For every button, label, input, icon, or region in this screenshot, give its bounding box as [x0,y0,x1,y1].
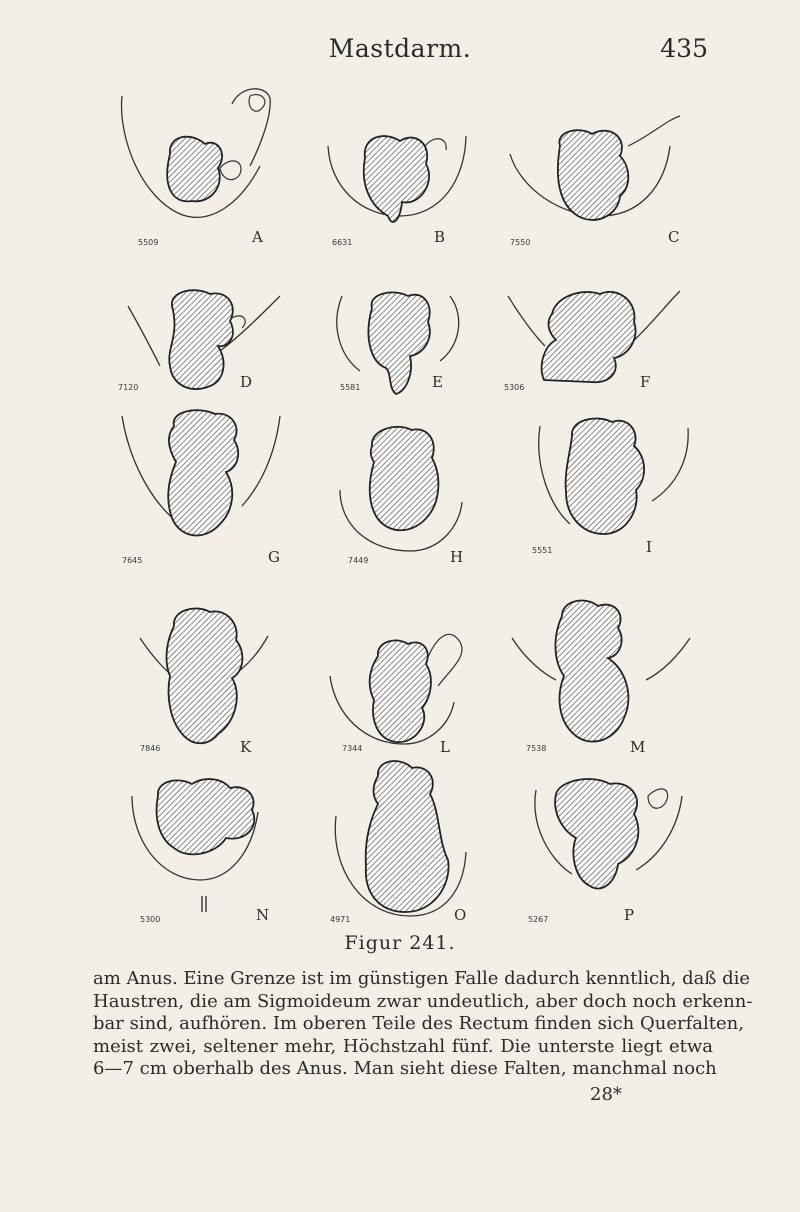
panel-letter: B [434,228,446,246]
panel-n [100,756,300,927]
panel-number: 7550 [510,238,531,247]
panel-h [300,406,500,577]
text-line: bar sind, aufhören. Im oberen Teile des Rectum finden sich Querfalten, [93,1013,744,1035]
panel-a [100,76,300,247]
panel-number: 5551 [532,546,553,555]
panel-number: 4971 [330,915,351,924]
panel-letter: I [646,538,652,556]
panel-letter: N [256,906,270,924]
panel-l [300,596,500,767]
figure-241 [100,76,700,932]
panel-number: 7645 [122,556,143,565]
text-line: am Anus. Eine Grenze ist im günstigen Falle dadurch kenntlich, daß die [93,968,751,989]
rectum-cast-i [500,406,700,577]
figure-caption: Figur 241. [344,932,456,954]
panel-letter: C [668,228,680,246]
panel-letter: G [268,548,280,566]
panel-k [100,596,300,767]
panel-letter: P [624,906,635,924]
page-header [0,34,800,74]
panel-number: 5581 [340,383,361,392]
panel-letter: K [240,738,252,756]
running-title: Mastdarm. [328,34,472,63]
panel-c [500,76,700,247]
panel-number: 5300 [140,915,161,924]
panel-letter: F [640,373,651,391]
panel-number: 7538 [526,744,547,753]
rectum-cast-m [500,596,700,767]
text-line: Haustren, die am Sigmoideum zwar undeutlich, aber doch noch erkenn- [93,990,753,1012]
panel-letter: E [432,373,443,391]
panel-number: 5509 [138,238,159,247]
panel-letter: O [454,906,467,924]
panel-i [500,406,700,577]
panel-m [500,596,700,767]
rectum-cast-p [500,756,700,927]
panel-letter: H [450,548,464,566]
signature-marker: 28* [590,1084,622,1105]
panel-number: 7344 [342,744,363,753]
panel-letter: D [240,373,253,391]
panel-p [500,756,700,927]
rectum-cast-a [100,76,300,247]
text-line: 6—7 cm oberhalb des Anus. Man sieht diese Falten, manchmal noch [93,1058,717,1080]
rectum-cast-l [300,596,500,767]
rectum-cast-n [100,756,300,927]
panel-o [300,756,500,927]
panel-letter: A [252,228,263,246]
panel-number: 7449 [348,556,369,565]
rectum-cast-c [500,76,700,247]
panel-number: 6631 [332,238,353,247]
panel-letter: M [630,738,646,756]
text-line: meist zwei, seltener mehr, Höchstzahl fünf. Die unterste liegt etwa [93,1035,713,1057]
rectum-cast-h [300,406,500,577]
panel-number: 7846 [140,744,161,753]
panel-letter: L [440,738,450,756]
rectum-cast-o [300,756,500,927]
panel-b [300,76,500,247]
panel-g [100,406,300,577]
panel-number: 5306 [504,383,525,392]
panel-number: 7120 [118,383,139,392]
page-number: 435 [660,34,708,63]
rectum-cast-k [100,596,300,767]
rectum-cast-b [300,76,500,247]
body-text [93,968,753,1081]
panel-number: 5267 [528,915,549,924]
